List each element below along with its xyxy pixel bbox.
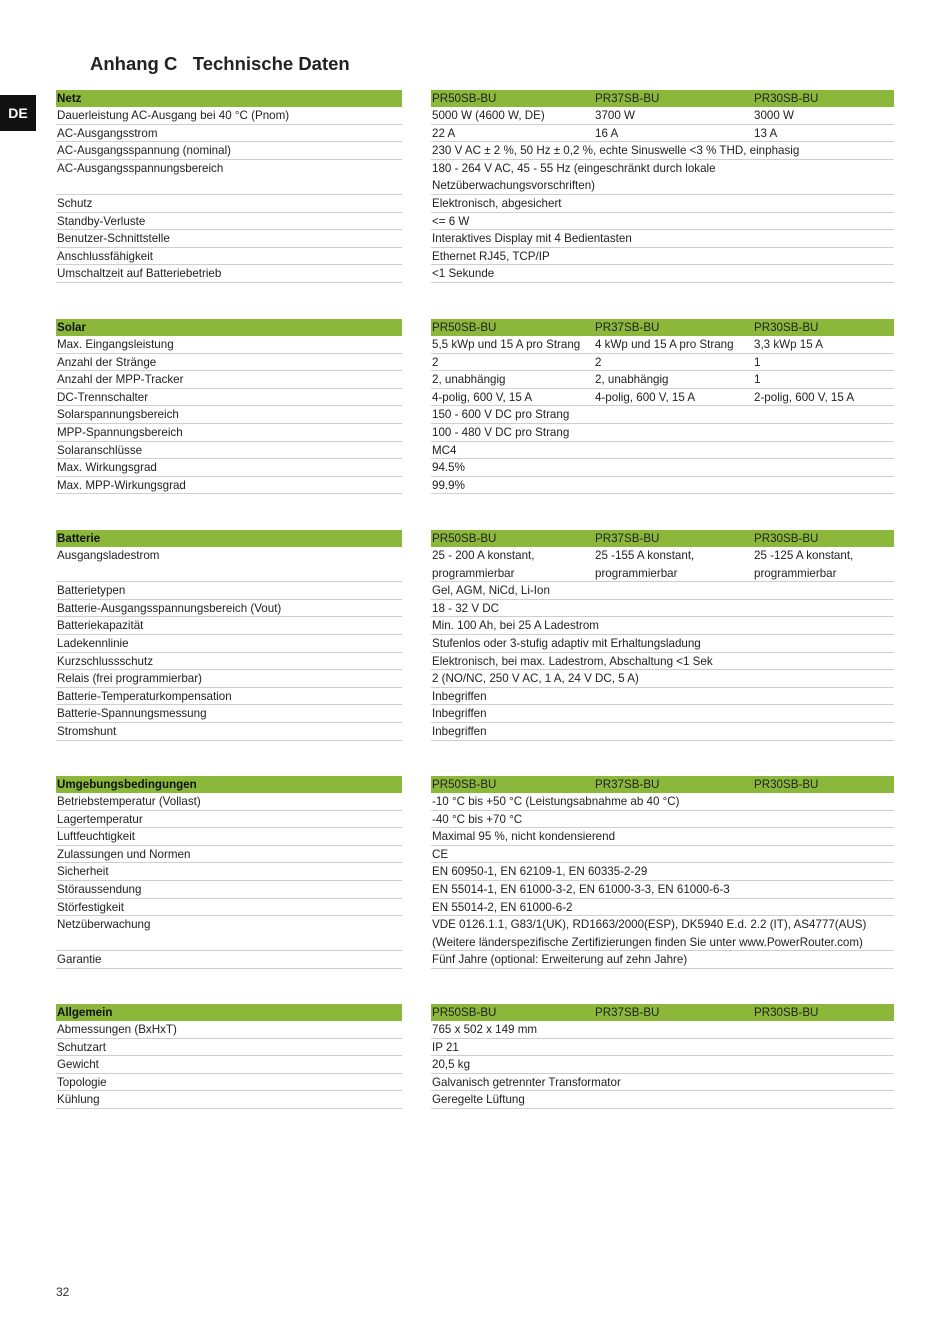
- section-title: Netz: [56, 90, 402, 107]
- row-label: Ladekennlinie: [56, 635, 402, 653]
- model-header: PR50SB-BU: [432, 321, 497, 334]
- model-header: PR37SB-BU: [595, 778, 660, 791]
- table-row: [56, 265, 894, 283]
- row-value: 22 A: [432, 126, 456, 140]
- row-value: 3,3 kWp 15 A: [754, 338, 823, 351]
- table-row: [56, 1091, 894, 1109]
- row-value-continued: programmierbar: [432, 566, 515, 580]
- table-row: [56, 406, 894, 424]
- row-label: Anschlussfähigkeit: [56, 248, 402, 266]
- row-label: Betriebstemperatur (Vollast): [56, 793, 402, 811]
- row-value: Min. 100 Ah, bei 25 A Ladestrom: [432, 619, 599, 633]
- row-label: Batterietypen: [56, 582, 402, 600]
- table-row: [56, 828, 894, 846]
- row-value: 765 x 502 x 149 mm: [432, 1023, 538, 1036]
- table-row: [56, 705, 894, 723]
- section-title: Umgebungsbedingungen: [56, 776, 402, 793]
- table-row: [56, 213, 894, 231]
- row-label: AC-Ausgangsspannung (nominal): [56, 142, 402, 160]
- row-label: Umschaltzeit auf Batteriebetrieb: [56, 265, 402, 283]
- table-row: [56, 951, 894, 969]
- row-value: VDE 0126.1.1, G83/1(UK), RD1663/2000(ESP), DK5940 E.d. 2.2 (IT), AS4777(AUS): [432, 918, 867, 932]
- row-label: DC-Trennschalter: [56, 389, 402, 407]
- table-row: [56, 846, 894, 864]
- row-value: CE: [432, 847, 449, 861]
- row-value: 4-polig, 600 V, 15 A: [432, 390, 533, 404]
- table-row: [56, 582, 894, 600]
- section-title: Batterie: [56, 530, 402, 547]
- row-label: Garantie: [56, 951, 402, 969]
- section-header: [56, 776, 894, 793]
- section-solar: [56, 319, 894, 494]
- model-header: PR50SB-BU: [432, 92, 497, 105]
- row-value: 20,5 kg: [432, 1058, 471, 1072]
- row-label: Max. Eingangsleistung: [56, 336, 402, 354]
- row-label: Lagertemperatur: [56, 811, 402, 829]
- table-row: [56, 793, 894, 811]
- table-row: [56, 670, 894, 688]
- row-value: 5000 W (4600 W, DE): [432, 109, 545, 122]
- table-row: [56, 142, 894, 160]
- row-label: MPP-Spannungsbereich: [56, 424, 402, 442]
- table-row: [56, 1021, 894, 1039]
- row-value: Maximal 95 %, nicht kondensierend: [432, 830, 616, 844]
- row-label: Störfestigkeit: [56, 899, 402, 917]
- row-value: 25 -125 A konstant,: [754, 549, 854, 562]
- table-row: [56, 248, 894, 266]
- row-value-continued: programmierbar: [595, 566, 678, 580]
- row-value: MC4: [432, 443, 457, 457]
- row-value: Fünf Jahre (optional: Erweiterung auf zehn Jahre): [432, 953, 688, 967]
- row-value: 180 - 264 V AC, 45 - 55 Hz (eingeschränkt durch lokale: [432, 161, 716, 175]
- row-value: EN 60950-1, EN 62109-1, EN 60335-2-29: [432, 865, 648, 879]
- row-label: Zulassungen und Normen: [56, 846, 402, 864]
- row-value: Geregelte Lüftung: [432, 1093, 525, 1107]
- row-value: Inbegriffen: [432, 707, 487, 721]
- row-value: Ethernet RJ45, TCP/IP: [432, 249, 550, 263]
- table-row: [56, 600, 894, 618]
- page-number: 32: [56, 1285, 70, 1299]
- row-value: 5,5 kWp und 15 A pro Strang: [432, 338, 581, 351]
- row-value: Inbegriffen: [432, 689, 487, 703]
- model-header: PR30SB-BU: [754, 778, 819, 791]
- language-tab: DE: [0, 95, 36, 131]
- row-value: Interaktives Display mit 4 Bedientasten: [432, 232, 632, 246]
- row-value: 3700 W: [595, 109, 635, 122]
- row-label: Kühlung: [56, 1091, 402, 1109]
- section-allgemein: [56, 1004, 894, 1109]
- table-row: [56, 442, 894, 460]
- section-batterie: [56, 530, 894, 741]
- model-header: PR50SB-BU: [432, 1006, 497, 1019]
- table-row: [56, 617, 894, 635]
- table-row: [56, 195, 894, 213]
- row-label: Solarspannungsbereich: [56, 406, 402, 424]
- row-label: Störaussendung: [56, 881, 402, 899]
- row-label: Luftfeuchtigkeit: [56, 828, 402, 846]
- row-value: 18 - 32 V DC: [432, 601, 500, 615]
- table-row: [56, 125, 894, 143]
- table-row: [56, 899, 894, 917]
- model-header: PR30SB-BU: [754, 532, 819, 545]
- section-title: Allgemein: [56, 1004, 402, 1021]
- row-value: 2 (NO/NC, 250 V AC, 1 A, 24 V DC, 5 A): [432, 672, 639, 686]
- model-header: PR37SB-BU: [595, 1006, 660, 1019]
- row-label: AC-Ausgangsspannungsbereich: [56, 160, 402, 195]
- model-header: PR37SB-BU: [595, 532, 660, 545]
- row-value: 4 kWp und 15 A pro Strang: [595, 338, 734, 351]
- section-title: Solar: [56, 319, 402, 336]
- table-row: [56, 916, 894, 951]
- table-row: [56, 1074, 894, 1092]
- row-value: Stufenlos oder 3-stufig adaptiv mit Erhaltungsladung: [432, 636, 701, 650]
- row-value-continued: (Weitere länderspezifische Zertifizierungen finden Sie unter www.PowerRouter.com): [432, 935, 863, 949]
- section-header: [56, 319, 894, 336]
- row-label: Batterie-Temperaturkompensation: [56, 688, 402, 706]
- row-label: Abmessungen (BxHxT): [56, 1021, 402, 1039]
- row-label: Solaranschlüsse: [56, 442, 402, 460]
- row-label: Schutz: [56, 195, 402, 213]
- row-value: 99.9%: [432, 478, 465, 492]
- row-value: 4-polig, 600 V, 15 A: [595, 390, 696, 404]
- model-header: PR30SB-BU: [754, 92, 819, 105]
- table-row: [56, 107, 894, 125]
- section-header: [56, 90, 894, 107]
- row-value: EN 55014-2, EN 61000-6-2: [432, 900, 573, 914]
- table-row: [56, 459, 894, 477]
- row-label: Kurzschlussschutz: [56, 653, 402, 671]
- row-value: IP 21: [432, 1040, 459, 1054]
- row-value: 100 - 480 V DC pro Strang: [432, 425, 570, 439]
- section-netz: [56, 90, 894, 283]
- table-row: [56, 424, 894, 442]
- row-value: 2, unabhängig: [432, 373, 506, 387]
- row-value: -40 °C bis +70 °C: [432, 812, 523, 826]
- row-label: Max. MPP-Wirkungsgrad: [56, 477, 402, 495]
- row-value: 2, unabhängig: [595, 373, 669, 387]
- row-value-continued: Netzüberwachungsvorschriften): [432, 179, 596, 193]
- table-row: [56, 881, 894, 899]
- row-value: 16 A: [595, 126, 619, 140]
- row-value: Inbegriffen: [432, 724, 487, 738]
- model-header: PR30SB-BU: [754, 1006, 819, 1019]
- row-value: 2: [432, 355, 439, 369]
- model-header: PR37SB-BU: [595, 321, 660, 334]
- row-label: Batteriekapazität: [56, 617, 402, 635]
- row-value: 150 - 600 V DC pro Strang: [432, 408, 570, 422]
- row-value: 1: [754, 373, 761, 387]
- table-row: [56, 477, 894, 495]
- table-row: [56, 389, 894, 407]
- model-header: PR30SB-BU: [754, 321, 819, 334]
- table-row: [56, 371, 894, 389]
- row-value: 2-polig, 600 V, 15 A: [754, 390, 855, 404]
- table-row: [56, 635, 894, 653]
- row-value: 25 -155 A konstant,: [595, 549, 695, 562]
- section-header: [56, 530, 894, 547]
- section-header: [56, 1004, 894, 1021]
- row-label: AC-Ausgangsstrom: [56, 125, 402, 143]
- table-row: [56, 863, 894, 881]
- row-value: Elektronisch, bei max. Ladestrom, Abschaltung <1 Sek: [432, 654, 713, 668]
- row-label: Stromshunt: [56, 723, 402, 741]
- row-label: Relais (frei programmierbar): [56, 670, 402, 688]
- table-row: [56, 723, 894, 741]
- row-label: Max. Wirkungsgrad: [56, 459, 402, 477]
- row-value: 25 - 200 A konstant,: [432, 549, 535, 562]
- row-label: Netzüberwachung: [56, 916, 402, 951]
- row-value: Elektronisch, abgesichert: [432, 196, 562, 210]
- row-label: Benutzer-Schnittstelle: [56, 230, 402, 248]
- row-value: Gel, AGM, NiCd, Li-Ion: [432, 584, 550, 598]
- row-value: 13 A: [754, 126, 778, 140]
- row-value: <1 Sekunde: [432, 267, 495, 281]
- row-label: Standby-Verluste: [56, 213, 402, 231]
- row-value: 1: [754, 355, 761, 369]
- row-label: Batterie-Ausgangsspannungsbereich (Vout): [56, 600, 402, 618]
- row-value: <= 6 W: [432, 214, 470, 228]
- table-row: [56, 547, 894, 582]
- table-row: [56, 336, 894, 354]
- row-value: -10 °C bis +50 °C (Leistungsabnahme ab 40 °C): [432, 795, 680, 808]
- table-row: [56, 354, 894, 372]
- row-label: Dauerleistung AC-Ausgang bei 40 °C (Pnom): [56, 107, 402, 125]
- row-value: EN 55014-1, EN 61000-3-2, EN 61000-3-3, EN 61000-6-3: [432, 882, 730, 896]
- table-row: [56, 653, 894, 671]
- row-label: Anzahl der MPP-Tracker: [56, 371, 402, 389]
- row-label: Ausgangsladestrom: [56, 547, 402, 582]
- table-row: [56, 1039, 894, 1057]
- model-header: PR50SB-BU: [432, 778, 497, 791]
- section-umgebungsbedingungen: [56, 776, 894, 969]
- row-value-continued: programmierbar: [754, 566, 837, 580]
- row-label: Schutzart: [56, 1039, 402, 1057]
- row-label: Batterie-Spannungsmessung: [56, 705, 402, 723]
- page-title: Anhang C Technische Daten: [90, 53, 350, 74]
- model-header: PR37SB-BU: [595, 92, 660, 105]
- table-row: [56, 1056, 894, 1074]
- row-label: Sicherheit: [56, 863, 402, 881]
- row-value: Galvanisch getrennter Transformator: [432, 1075, 621, 1089]
- row-value: 2: [595, 355, 602, 369]
- table-row: [56, 688, 894, 706]
- row-label: Topologie: [56, 1074, 402, 1092]
- model-header: PR50SB-BU: [432, 532, 497, 545]
- table-row: [56, 160, 894, 195]
- row-value: 230 V AC ± 2 %, 50 Hz ± 0,2 %, echte Sinuswelle <3 % THD, einphasig: [432, 144, 800, 158]
- table-row: [56, 230, 894, 248]
- row-label: Gewicht: [56, 1056, 402, 1074]
- row-value: 94.5%: [432, 461, 465, 475]
- table-row: [56, 811, 894, 829]
- row-value: 3000 W: [754, 109, 794, 122]
- row-label: Anzahl der Stränge: [56, 354, 402, 372]
